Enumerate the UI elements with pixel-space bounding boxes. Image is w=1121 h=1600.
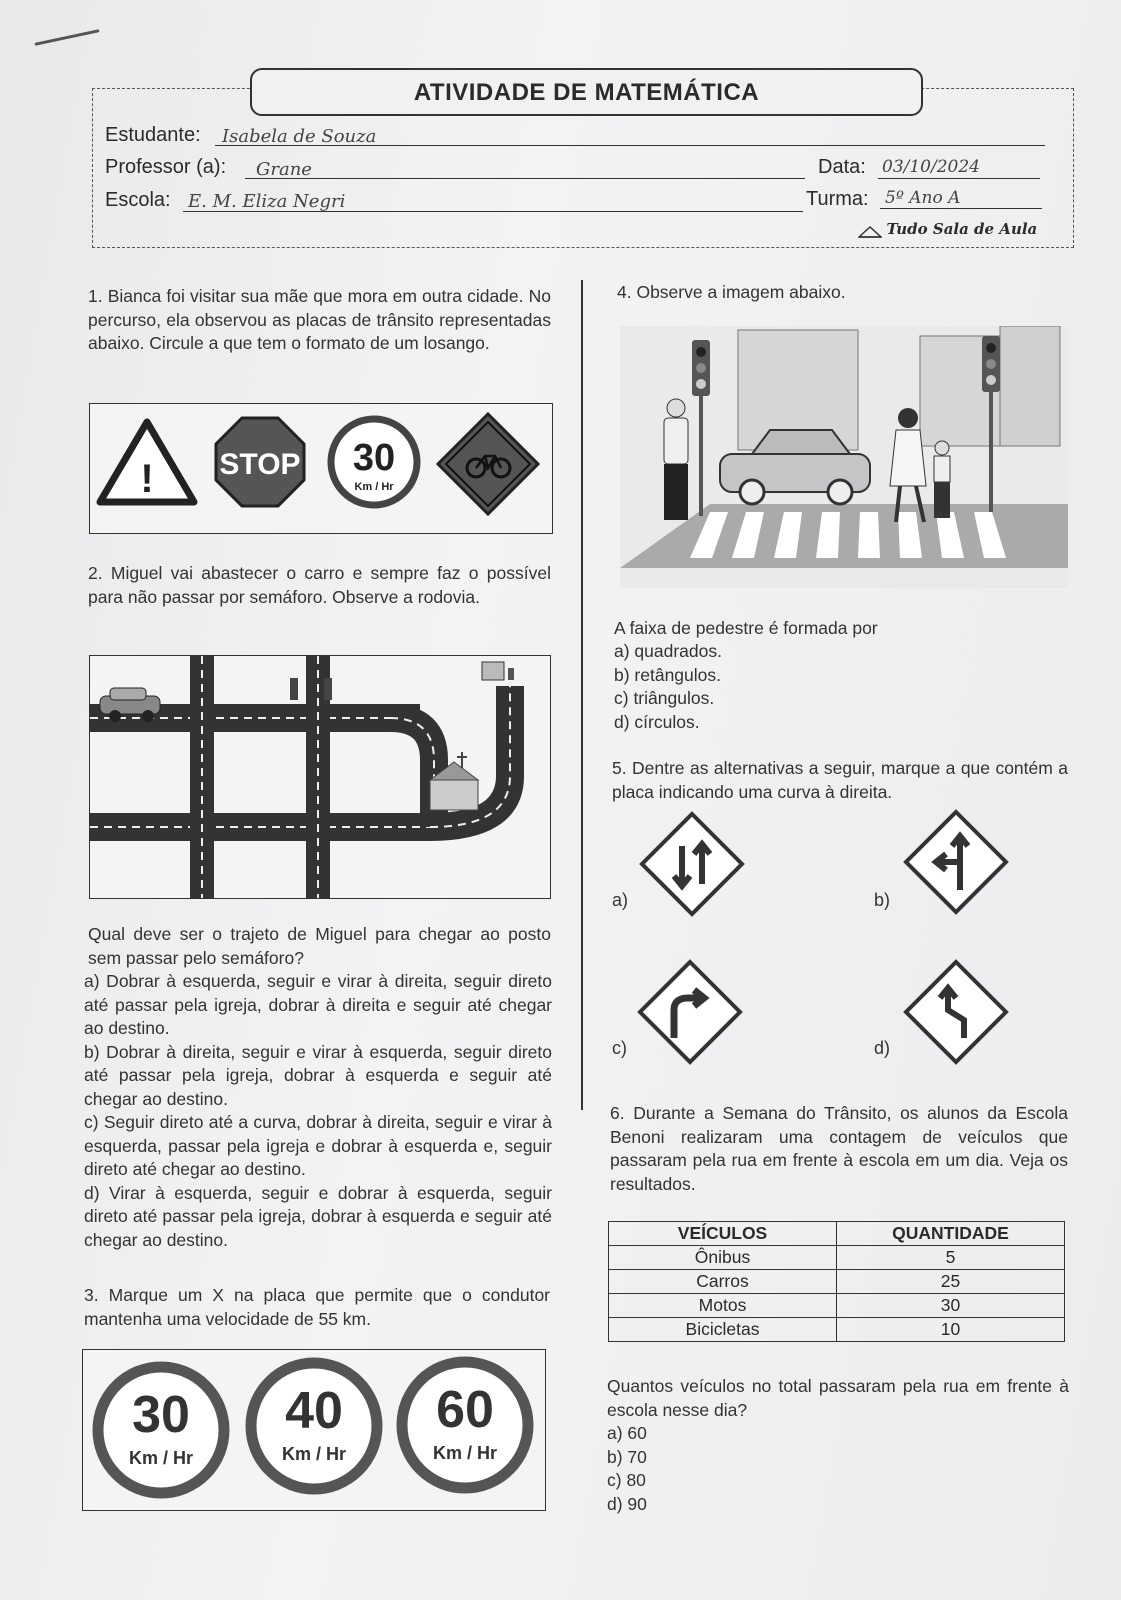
teacher-label: Professor (a):	[105, 156, 227, 178]
q1-signs-frame	[89, 403, 553, 534]
stop-sign-label: STOP	[219, 448, 301, 481]
q5-signs	[612, 806, 1072, 1084]
speed-sign-30-unit: Km / Hr	[128, 1448, 194, 1468]
q6-options	[607, 1422, 647, 1516]
table-row	[609, 1246, 1065, 1270]
class-handwritten[interactable]: 5º Ano A	[885, 188, 961, 208]
vehicle-table-wrap	[608, 1221, 1065, 1342]
table-cell-qty: 25	[837, 1270, 1065, 1294]
merge-left-sign[interactable]	[906, 812, 1006, 912]
q4-option-a[interactable]: a) quadrados.	[614, 641, 722, 661]
teacher-name-handwritten[interactable]: Grane	[256, 159, 312, 180]
table-row	[609, 1318, 1065, 1342]
speed-sign-unit: Km / Hr	[354, 481, 394, 493]
question-2-text: 2. Miguel vai abastecer o carro e sempre faz o possível para não passar por semáforo. Observe a rodovia.	[88, 563, 551, 607]
stop-octagon-sign[interactable]	[216, 418, 304, 506]
q5-label-c: c)	[612, 1038, 627, 1058]
student-name-handwritten[interactable]: Isabela de Souza	[222, 126, 377, 147]
q4-option-d[interactable]: d) círculos.	[614, 711, 700, 732]
speed-sign-40-unit: Km / Hr	[281, 1444, 347, 1464]
q2-road-map	[89, 655, 551, 899]
q5-label-a: a)	[612, 890, 629, 910]
table-cell-vehicle: Ônibus	[609, 1246, 837, 1270]
question-4-text: 4. Observe a imagem abaixo.	[617, 282, 846, 302]
book-icon	[858, 221, 882, 239]
q3-signs-frame	[82, 1349, 546, 1511]
question-5-text: 5. Dentre as alternativas a seguir, marque a que contém a placa indicando uma curva à direita.	[612, 758, 1068, 802]
q2-option-c[interactable]: c) Seguir direto até a curva, dobrar à direita, seguir e virar à esquerda, passar pela igreja e dobrar à esquerda e, seguir direto até chegar ao destino.	[84, 1112, 552, 1179]
table-cell-vehicle: Bicicletas	[609, 1318, 837, 1342]
question-6-prompt: Quantos veículos no total passaram pela rua em frente à escola nesse dia?	[607, 1376, 1069, 1420]
q4-crosswalk-scene	[620, 326, 1068, 588]
page-title: ATIVIDADE DE MATEMÁTICA	[250, 68, 923, 116]
teacher-line	[245, 178, 805, 179]
column-divider	[581, 280, 583, 1110]
q5-signs-illustration	[612, 806, 1072, 1084]
speed-sign-60[interactable]	[402, 1362, 528, 1488]
q4-options	[614, 640, 722, 734]
vehicle-count-table	[608, 1221, 1065, 1342]
q5-label-b: b)	[874, 890, 891, 910]
speed-sign-60-number: 60	[436, 1381, 494, 1439]
date-label: Data:	[818, 156, 866, 178]
q6-option-a[interactable]: a) 60	[607, 1423, 647, 1443]
q2-options	[84, 970, 552, 1252]
brand-name: Tudo Sala de Aula	[886, 220, 1038, 238]
right-curve-sign[interactable]	[640, 962, 740, 1062]
speed-sign-40-number: 40	[285, 1382, 343, 1440]
pencil-mark	[34, 29, 99, 46]
q4-option-c[interactable]: c) triângulos.	[614, 688, 715, 708]
class-line	[880, 208, 1042, 209]
brand-logo	[858, 220, 1037, 239]
svg-text:!: !	[140, 457, 154, 501]
question-2-prompt: Qual deve ser o trajeto de Miguel para chegar ao posto sem passar pelo semáforo?	[88, 924, 551, 968]
q6-option-d[interactable]: d) 90	[607, 1493, 647, 1514]
speed-sign-number: 30	[352, 437, 396, 479]
q2-option-a[interactable]: a) Dobrar à esquerda, seguir e virar à direita, seguir direto até passar pela igreja, dobrar à direita e seguir até chegar ao destino.	[84, 971, 552, 1038]
bicycle-diamond-sign[interactable]	[438, 414, 538, 514]
warning-triangle-sign[interactable]	[100, 422, 194, 502]
table-cell-vehicle: Motos	[609, 1294, 837, 1318]
table-cell-qty: 10	[837, 1318, 1065, 1342]
q4-option-b[interactable]: b) retângulos.	[614, 664, 722, 685]
gas-station-icon	[482, 662, 514, 680]
question-1-text: 1. Bianca foi visitar sua mãe que mora em outra cidade. No percurso, ela observou as placas de trânsito representadas abaixo. Circule a que tem o formato de um losango.	[88, 286, 551, 353]
date-handwritten[interactable]: 03/10/2024	[882, 157, 980, 177]
q1-signs-illustration	[90, 404, 552, 533]
table-row	[609, 1294, 1065, 1318]
q6-option-c[interactable]: c) 80	[607, 1470, 646, 1490]
table-cell-qty: 30	[837, 1294, 1065, 1318]
q5-label-d: d)	[874, 1038, 891, 1058]
q2-option-d[interactable]: d) Virar à esquerda, seguir e dobrar à esquerda, seguir direto até passar pela igreja, dobrar à esquerda e seguir até chegar ao destino.	[84, 1182, 552, 1250]
q6-option-b[interactable]: b) 70	[607, 1446, 647, 1467]
question-3-text: 3. Marque um X na placa que permite que o condutor mantenha uma velocidade de 55 km.	[84, 1285, 550, 1329]
school-label: Escola:	[105, 189, 171, 211]
q3-speed-signs	[83, 1350, 545, 1510]
question-6-text: 6. Durante a Semana do Trânsito, os alunos da Escola Benoni realizaram uma contagem de veículos que passaram pela rua em frente à escola em um dia. Veja os resultados.	[610, 1103, 1068, 1194]
road-map-illustration	[90, 656, 550, 898]
student-label: Estudante:	[105, 124, 201, 146]
table-header-vehicles: VEÍCULOS	[609, 1222, 837, 1246]
class-label: Turma:	[806, 188, 869, 210]
q2-option-b[interactable]: b) Dobrar à direita, seguir e virar à esquerda, seguir direto até passar pela igreja, dobrar à esquerda e seguir até chegar ao destino.	[84, 1041, 552, 1109]
reverse-curve-sign[interactable]	[906, 962, 1006, 1062]
table-header-quantity: QUANTIDADE	[837, 1222, 1065, 1246]
crosswalk-illustration	[620, 326, 1068, 588]
speed-sign-40[interactable]	[251, 1363, 377, 1489]
question-4-prompt: A faixa de pedestre é formada por	[614, 618, 878, 638]
speed-sign-30[interactable]	[98, 1367, 224, 1493]
speed-sign-30-number: 30	[132, 1386, 190, 1444]
speed-limit-30-sign[interactable]	[331, 419, 417, 505]
school-name-handwritten[interactable]: E. M. Eliza Negri	[188, 191, 346, 212]
two-way-traffic-sign[interactable]	[642, 814, 742, 914]
date-line	[878, 178, 1040, 179]
table-cell-qty: 5	[837, 1246, 1065, 1270]
speed-sign-60-unit: Km / Hr	[432, 1443, 498, 1463]
table-cell-vehicle: Carros	[609, 1270, 837, 1294]
table-row	[609, 1270, 1065, 1294]
